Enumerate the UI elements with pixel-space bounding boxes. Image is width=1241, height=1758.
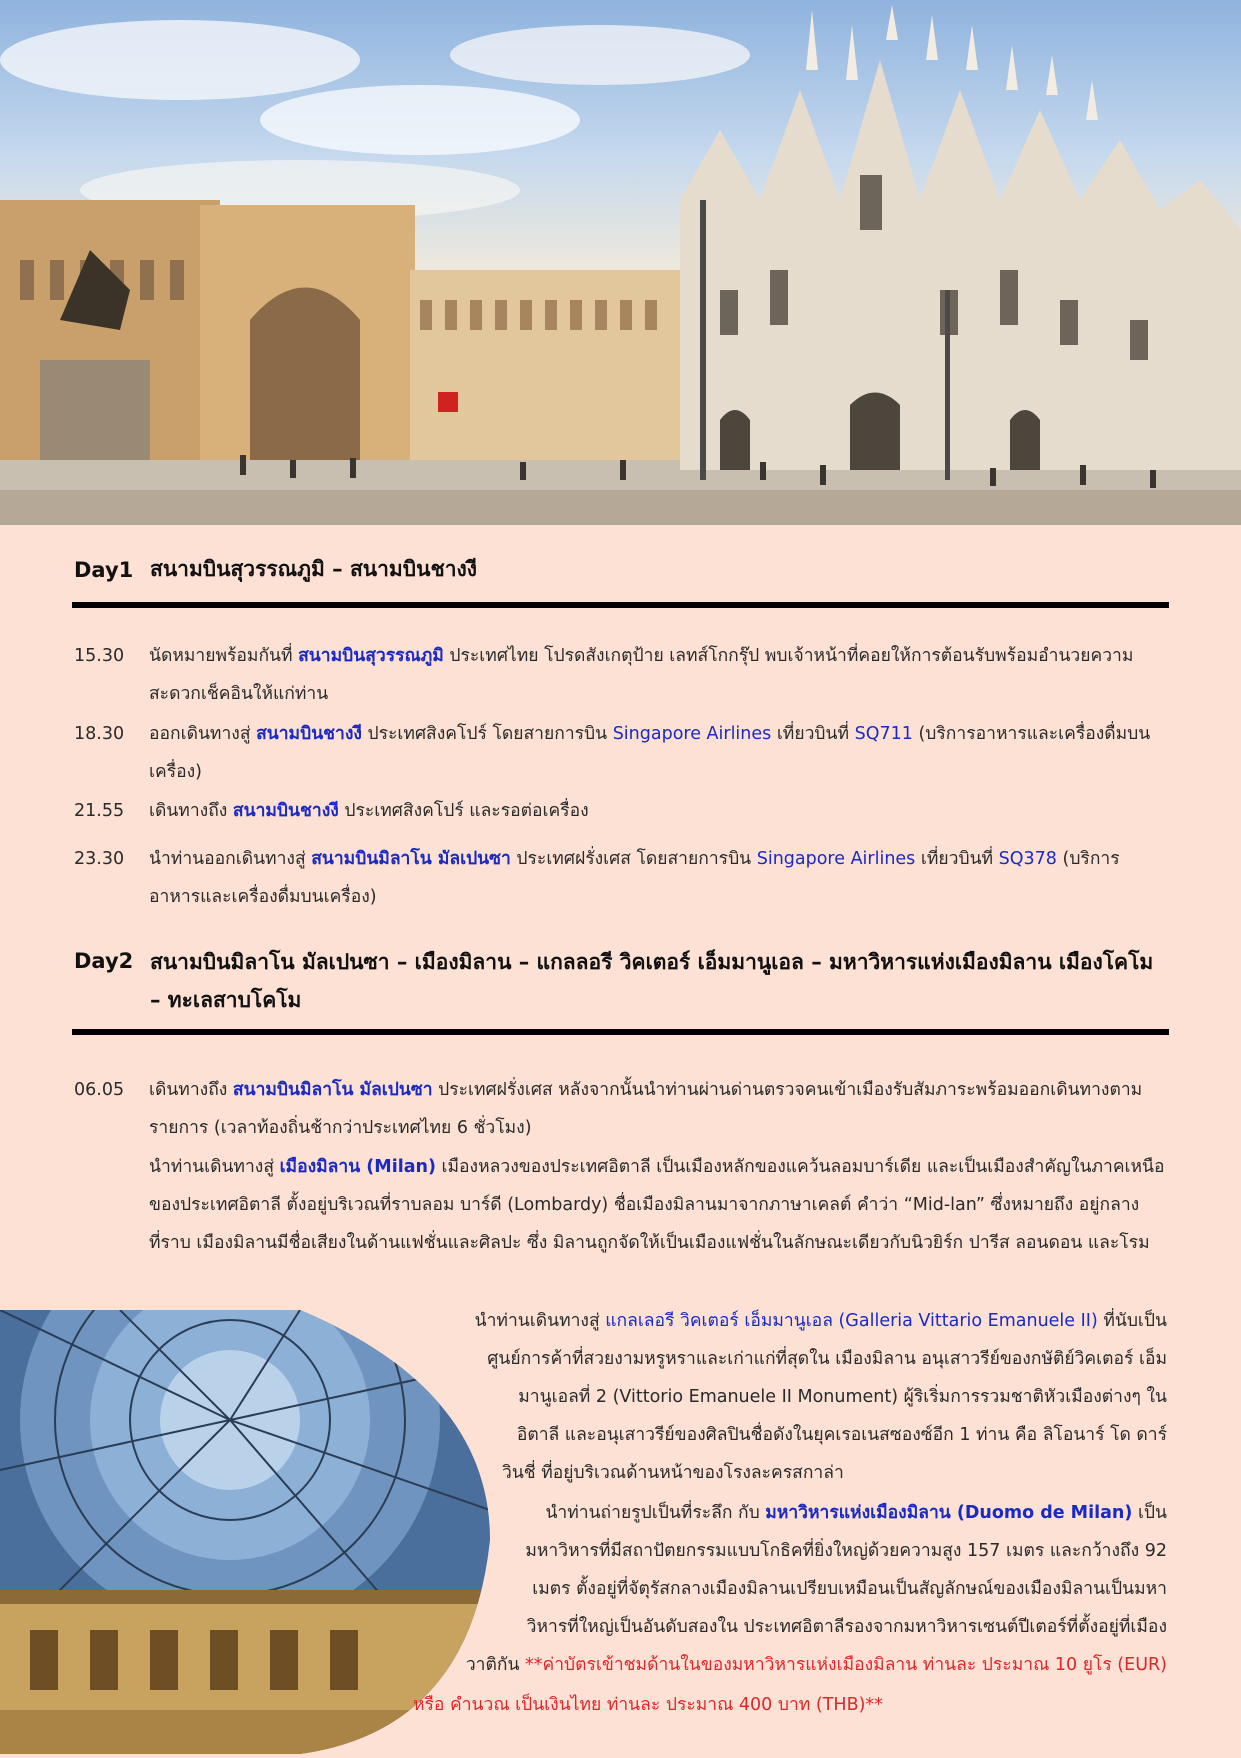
galleria-line-1: นำท่านเดินทางสู่ แกลเลอรี วิคเตอร์ เอ็มมานูเอล (Galleria Vittario Emanuele II) ที่นับเป็น xyxy=(474,1311,1167,1331)
item-description: เดินทางถึง สนามบินชางงี ประเทศสิงคโปร์ และรอต่อเครื่อง xyxy=(149,801,589,821)
item-description: เดินทางถึง สนามบินมิลาโน มัลเปนซา ประเทศฝรั่งเศส หลังจากนั้นนำท่านผ่านด่านตรวจคนเข้าเมืองรับสัมภาระพร้อมออกเดินทางตามรายการ (เวลาท้องถิ่นช้ากว่าประเทศไทย 6 ชั่วโมง) xyxy=(149,1080,1143,1138)
place-name: สนามบินสุวรรณภูมิ xyxy=(298,646,444,666)
item-description: ออกเดินทางสู่ สนามบินชางงี ประเทศสิงคโปร์ โดยสายการบิน Singapore Airlines เที่ยวบินที่ SQ711 (บริการอาหารและเครื่องดื่มบนเครื่อง) xyxy=(149,724,1151,782)
airline-name: Singapore Airlines xyxy=(612,724,772,744)
place-name: เมืองมิลาน (Milan) xyxy=(279,1157,436,1177)
airline-name: Singapore Airlines xyxy=(756,849,916,869)
day2-rule xyxy=(72,1029,1169,1035)
place-name: สนามบินชางงี xyxy=(256,724,362,744)
day2-header xyxy=(74,945,1169,1025)
duomo-line-3: เมตร ตั้งอยู่ที่จัตุรัสกลางเมืองมิลานเปรียบเหมือนเป็นสัญลักษณ์ของเมืองมิลานเป็นมหา xyxy=(532,1579,1167,1599)
duomo-line-2: มหาวิหารที่มีสถาปัตยกรรมแบบโกธิคที่ยิ่งใหญ่ด้วยความสูง 157 เมตร และกว้างถึง 92 xyxy=(525,1541,1167,1561)
place-name: สนามบินมิลาโน มัลเปนซา xyxy=(232,1080,433,1100)
galleria-line-5: วินชี่ ที่อยู่บริเวณด้านหน้าของโรงละครสกาล่า xyxy=(502,1463,844,1483)
item-description: นัดหมายพร้อมกันที่ สนามบินสุวรรณภูมิ ประเทศไทย โปรดสังเกตุป้าย เลทส์โกกรุ๊ป พบเจ้าหน้าที่คอยให้การต้อนรับพร้อมอำนวยความสะดวกเช็คอินให้แก่ท่าน xyxy=(149,646,1134,704)
day1-rule xyxy=(72,602,1169,608)
place-name: แกลเลอรี วิคเตอร์ เอ็มมานูเอล (Galleria Vittario Emanuele II) xyxy=(605,1311,1098,1331)
item-time: 18.30 xyxy=(74,724,125,744)
day2-title: สนามบินมิลาโน มัลเปนซา – เมืองมิลาน – แกลลอรี วิคเตอร์ เอ็มมานูเอล – มหาวิหารแห่งเมืองมิลาน เมืองโคโม – ทะเลสาบโคโม xyxy=(150,950,1154,1012)
day2-label: Day2 xyxy=(74,949,134,973)
day1-label: Day1 xyxy=(74,558,134,582)
place-name: สนามบินมิลาโน มัลเปนซา xyxy=(311,849,511,869)
galleria-line-4: อิตาลี และอนุเสาวรีย์ของศิลปินชื่อดังในยุคเรอเนสซองซ์อีก 1 ท่าน คือ ลิโอนาร์ โด ดาร์ xyxy=(516,1425,1167,1445)
hero-image-milan xyxy=(0,0,1241,525)
place-name: สนามบินชางงี xyxy=(232,801,339,821)
duomo-line-5: วาติกัน **ค่าบัตรเข้าชมด้านในของมหาวิหารแห่งเมืองมิลาน ท่านละ ประมาณ 10 ยูโร (EUR) xyxy=(465,1655,1167,1675)
flight-number: SQ378 xyxy=(998,849,1057,869)
place-name: มหาวิหารแห่งเมืองมิลาน (Duomo de Milan) xyxy=(765,1503,1133,1523)
item-time: 06.05 xyxy=(74,1080,125,1100)
entry-fee-note-thb: หรือ คำนวณ เป็นเงินไทย ท่านละ ประมาณ 400 บาท (THB)** xyxy=(413,1695,883,1715)
galleria-line-2: ศูนย์การค้าที่สวยงามหรูหราและเก่าแก่ที่สุดใน เมืองมิลาน อนุเสาวรีย์ของกษัติย์วิคเตอร์ เอ็ม xyxy=(487,1349,1167,1369)
duomo-line-1: นำท่านถ่ายรูปเป็นที่ระลึก กับ มหาวิหารแห่งเมืองมิลาน (Duomo de Milan) เป็น xyxy=(545,1503,1167,1523)
milan-cathedral-illustration xyxy=(0,0,1241,525)
milan-paragraph: นำท่านเดินทางสู่ เมืองมิลาน (Milan) เมืองหลวงของประเทศอิตาลี เป็นเมืองหลักของแคว้นลอมบาร์เดีย และเป็นเมืองสำคัญในภาคเหนือของประเทศอิตาลี ตั้งอยู่บริเวณที่ราบลอม บาร์ดี (Lombardy) ชื่อเมืองมิลานมาจากภาษาเคลต์ คำว่า “Mid-lan” ซึ่งหมายถึง อยู่กลางที่ราบ เมืองมิลานมีชื่อเสียงในด้านแฟชั่นและศิลปะ ซึ่ง มิลานถูกจัดให้เป็นเมืองแฟชั่นในลักษณะเดียวกับนิวยิร์ก ปารีส ลอนดอน และโรม xyxy=(149,1157,1165,1253)
item-time: 21.55 xyxy=(74,801,125,821)
day1-title: สนามบินสุวรรณภูมิ – สนามบินชางงี xyxy=(150,557,477,581)
galleria-line-3: มานูเอลที่ 2 (Vittorio Emanuele II Monument) ผู้ริเริ่มการรวมชาติหัวเมืองต่างๆ ใน xyxy=(518,1387,1167,1407)
item-time: 15.30 xyxy=(74,646,125,666)
item-time: 23.30 xyxy=(74,849,125,869)
entry-fee-note: **ค่าบัตรเข้าชมด้านในของมหาวิหารแห่งเมืองมิลาน ท่านละ ประมาณ 10 ยูโร (EUR) xyxy=(524,1655,1167,1675)
duomo-line-4: วิหารที่ใหญ่เป็นอันดับสองใน ประเทศอิตาลีรองจากมหาวิหารเซนต์ปีเตอร์ที่ตั้งอยู่ที่เมือง xyxy=(526,1617,1167,1637)
item-description: นำท่านออกเดินทางสู่ สนามบินมิลาโน มัลเปนซา ประเทศฝรั่งเศส โดยสายการบิน Singapore Airlines เที่ยวบินที่ SQ378 (บริการอาหารและเครื่องดื่มบนเครื่อง) xyxy=(149,849,1120,907)
flight-number: SQ711 xyxy=(854,724,913,744)
